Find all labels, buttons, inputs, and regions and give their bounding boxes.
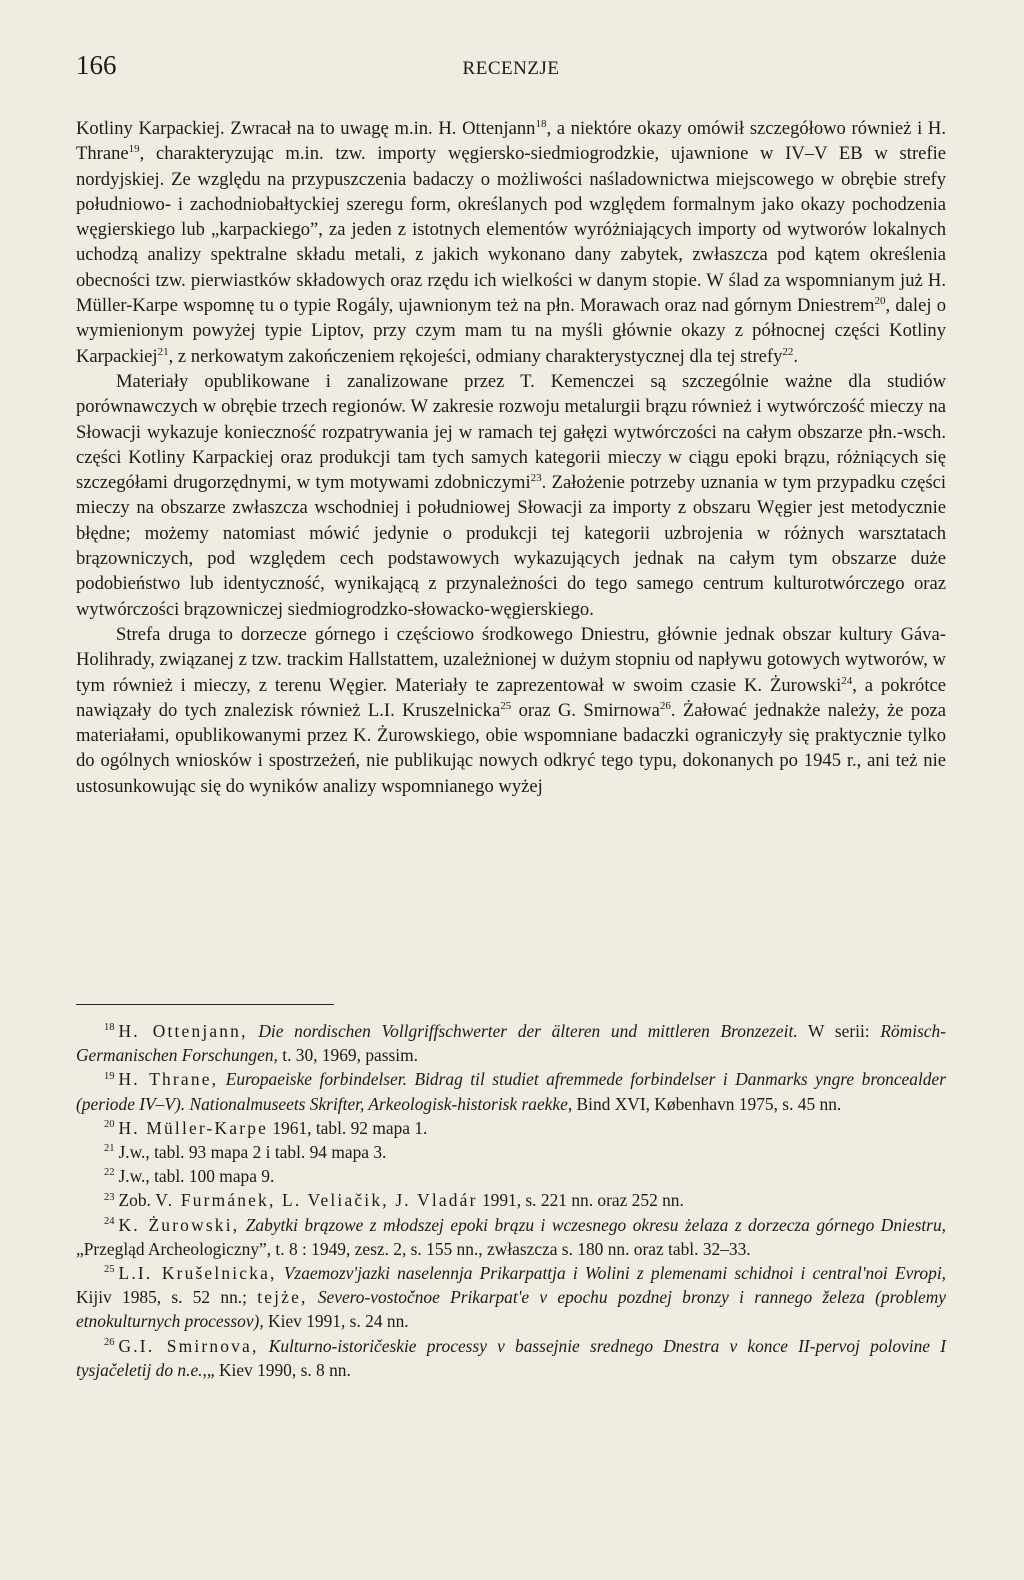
footnote-25: $^{25}$ L.I. Krušelnicka, Vzaemozv'jazki naselennja Prikarpattja i Wolini z plemenami schidnoi i central'noi Evropi, Kijiv 1985, s. 52 nn.; tejże, Severo-vostočnoe Prikarpat'e v epochu pozdnej bronzy i rannego železa (problemy etnokulturnych processov), Kiev 1991, s. 24 nn. xyxy=(76,1263,946,1332)
footnote-19: $^{19}$ H. Thrane, Europaeiske forbindelser. Bidrag til studiet afremmede forbindelser i Danmarks yngre broncealder (periode IV–V). Nationalmuseets Skrifter, Arkeologisk-historisk raekke, Bind XVI, København 1975, s. 45 nn. xyxy=(76,1069,946,1114)
footnote-22: $^{22}$ J.w., tabl. 100 mapa 9. xyxy=(104,1166,275,1187)
footnote-ref-19[interactable]: 19 xyxy=(128,143,140,156)
paragraph-1: Kotliny Karpackiej. Zwracał na to uwagę m.in. H. Ottenjann$^{18}$, a niektóre okazy omówił szczegółowo również i H. Thrane$^{19}$, charakteryzując m.in. tzw. importy węgiersko-siedmiogrodzkie, ujawnione w IV–V EB w strefie nordyjskiej. Ze względu na przypuszczenia badaczy o możliwości naśladownictwa miejscowego w obrębie strefy południowo- i zachodniobałtyckiej szeregu form, określanych pod względem formalnym jako okazy pochodzenia węgierskiego lub „karpackiego”, za jeden z istotnych elementów wyróżniających importy od wytworów lokalnych uchodzą analizy spektralne składu metali, z jakich wykonano dany zabytek, zwłaszcza pod kątem określenia obecności tzw. pierwiastków składowych oraz rzędu ich wielkości w danym stopie. W ślad za wspomnianym już H. Müller-Karpe wspomnę tu o typie Rogály, ujawnionym też na płn. Morawach oraz nad górnym Dniestrem$^{20}$, dalej o wymienionym powyżej typie Liptov, przy czym mam tu na myśli głównie okazy z północnej części Kotliny Karpackiej$^{21}$, z nerkowatym zakończeniem rękojeści, odmiany charakterystycznej dla tej strefy$^{22}$. xyxy=(76,117,946,367)
footnote-26: $^{26}$ G.I. Smirnova, Kulturno-istoričeskie processy v bassejnie srednego Dnestra v konce II-pervoj polovine I tysjačeletij do n.e.,„ Kiev 1990, s. 8 nn. xyxy=(76,1335,946,1380)
footnote-20: $^{20}$ H. Müller-Karpe 1961, tabl. 92 mapa 1. xyxy=(104,1117,428,1138)
footnote-18: $^{18}$ H. Ottenjann, Die nordischen Vollgriffschwerter der älteren und mittleren Bronzezeit. W serii: Römisch-Germanischen Forschungen, t. 30, 1969, passim. xyxy=(76,1021,946,1066)
page-number: 166 xyxy=(76,50,117,80)
running-head: RECENZJE xyxy=(462,58,560,79)
footnote-ref-23[interactable]: 23 xyxy=(530,471,542,484)
footnote-24: $^{24}$ K. Żurowski, Zabytki brązowe z młodszej epoki brązu i wczesnego okresu żelaza z dorzecza górnego Dniestru, „Przegląd Archeologiczny”, t. 8 : 1949, zesz. 2, s. 155 nn., zwłaszcza s. 180 nn. oraz tabl. 32–33. xyxy=(76,1214,946,1259)
footnote-ref-21[interactable]: 21 xyxy=(157,345,169,358)
footnote-ref-18[interactable]: 18 xyxy=(535,117,547,130)
footnote-ref-26[interactable]: 26 xyxy=(659,699,671,712)
footnote-ref-24[interactable]: 24 xyxy=(841,674,853,687)
footnote-divider xyxy=(76,1004,334,1005)
footnote-ref-25[interactable]: 25 xyxy=(500,699,512,712)
footnote-21: $^{21}$ J.w., tabl. 93 mapa 2 i tabl. 94 mapa 3. xyxy=(104,1142,387,1163)
paragraph-3: Strefa druga to dorzecze górnego i częściowo środkowego Dniestru, głównie jednak obszar kultury Gáva-Holihrady, związanej z tzw. trackim Hallstattem, uzależnionej w dużym stopniu od napływu gotowych wytworów, w tym również i mieczy, z terenu Węgier. Materiały te zaprezentował w swoim czasie K. Żurowski$^{24}$, a pokrótce nawiązały do tych znalezisk również L.I. Kruszelnicka$^{25}$ oraz G. Smirnowa$^{26}$. Żałować jednakże należy, że poza materiałami, opublikowanymi przez K. Żurowskiego, obie wspomniane badaczki ograniczyły się praktycznie tylko do ogólnych wniosków i spostrzeżeń, nie publikując nowych odkryć tego typu, dokonanych po 1945 r., ani też nie ustosunkowując się do wyników analizy wspomnianego wyżej xyxy=(76,623,947,797)
page-header xyxy=(76,50,946,90)
footnote-23: $^{23}$ Zob. V. Furmánek, L. Veliačik, J. Vladár 1991, s. 221 nn. oraz 252 nn. xyxy=(104,1190,684,1211)
footnote-ref-22[interactable]: 22 xyxy=(782,345,794,358)
paragraph-2: Materiały opublikowane i zanalizowane przez T. Kemenczei są szczególnie ważne dla studiów porównawczych w obrębie trzech regionów. W zakresie rozwoju metalurgii brązu również i wytwórczość mieczy na Słowacji wykazuje konieczność rozpatrywania jej w ramach tej gałęzi wytwórczości na całym obszarze płn.-wsch. części Kotliny Karpackiej oraz produkcji tam tych samych kategorii mieczy w ciągu epoki brązu, różniących się szczegółami drugorzędnymi, w tym motywami zdobniczymi$^{23}$. Założenie potrzeby uznania w tym przypadku części mieczy na obszarze zwłaszcza wschodniej i południowej Słowacji za importy z obszaru Węgier jest metodycznie błędne; możemy natomiast mówić jedynie o produkcji tej kategorii uzbrojenia w różnych warsztatach brązowniczych, pod względem cech podstawowych wykazujących jednak na całym tym obszarze duże podobieństwo lub identyczność, wynikającą z przynależności do tego samego centrum kulturotwórczego oraz wytwórczości brązowniczej siedmiogrodzko-słowacko-węgierskiego. xyxy=(76,370,946,620)
footnotes xyxy=(76,1019,946,1382)
body-text xyxy=(76,116,946,799)
footnote-ref-20[interactable]: 20 xyxy=(874,294,886,307)
